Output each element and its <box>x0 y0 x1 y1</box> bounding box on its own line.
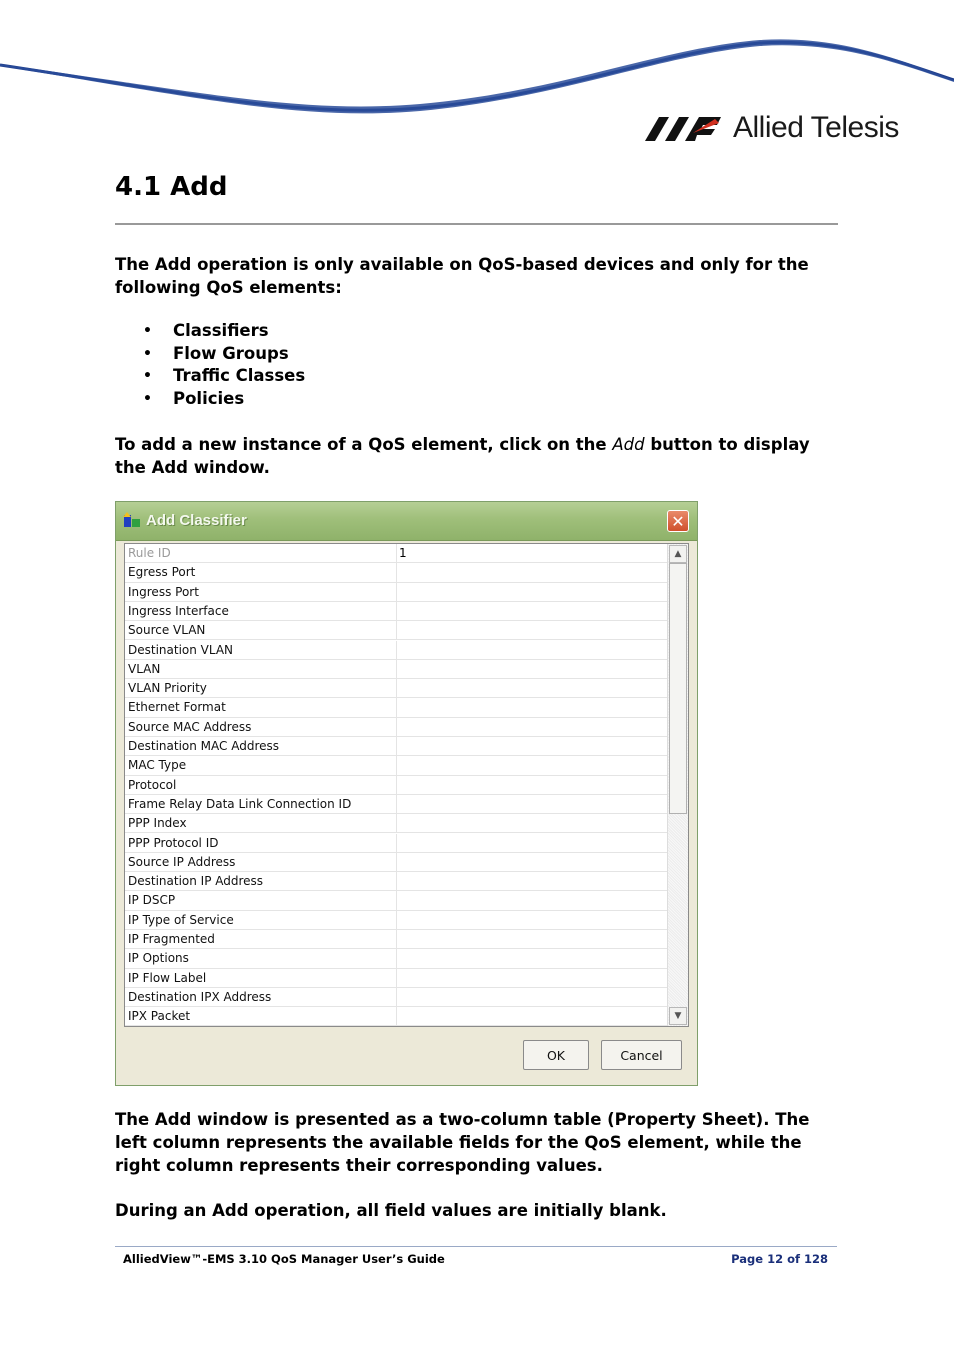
scroll-up-arrow-icon: ▲ <box>674 549 682 559</box>
property-value-field[interactable] <box>396 737 666 755</box>
instruction-text: To add a new instance of a QoS element, click on the <box>115 435 613 454</box>
table-row[interactable] <box>125 795 667 814</box>
property-name: VLAN <box>128 661 161 676</box>
table-row[interactable] <box>125 1007 667 1026</box>
list-item: • Policies <box>115 388 305 411</box>
property-name: Ethernet Format <box>128 700 226 715</box>
table-row[interactable] <box>125 756 667 775</box>
property-value-field[interactable] <box>396 718 666 736</box>
table-row[interactable] <box>125 949 667 968</box>
footer-page-number: Page 12 of 128 <box>731 1252 828 1266</box>
property-value-field[interactable] <box>396 949 666 967</box>
property-value-field[interactable] <box>396 988 666 1006</box>
qos-elements-list <box>115 320 305 411</box>
note-paragraph: During an Add operation, all field values are initially blank. <box>115 1201 667 1220</box>
allied-telesis-logo <box>645 108 899 148</box>
add-classifier-dialog <box>115 501 698 1086</box>
property-name: IP Options <box>128 951 189 966</box>
table-row[interactable] <box>125 988 667 1007</box>
scrollbar-thumb[interactable] <box>669 563 687 814</box>
property-name: MAC Type <box>128 758 187 773</box>
property-name: Source MAC Address <box>128 719 252 734</box>
property-value-field[interactable] <box>396 641 666 659</box>
property-value-field[interactable] <box>396 872 666 890</box>
property-name: IP DSCP <box>128 893 176 908</box>
property-value-field[interactable] <box>396 602 666 620</box>
footer-document-title: AlliedView™-EMS 3.10 QoS Manager User’s Guide <box>123 1252 445 1266</box>
logo-text: Allied Telesis <box>733 111 899 144</box>
property-value-field[interactable] <box>396 583 666 601</box>
scroll-down-arrow-icon: ▼ <box>674 1011 682 1021</box>
cancel-button[interactable]: Cancel <box>601 1040 682 1070</box>
property-value-field[interactable] <box>396 756 666 774</box>
close-icon: ✕ <box>671 511 685 531</box>
property-name: IP Fragmented <box>128 932 215 946</box>
property-value-field[interactable] <box>396 563 666 581</box>
property-value-field[interactable] <box>396 969 666 987</box>
property-name: PPP Protocol ID <box>128 835 219 850</box>
property-value-field[interactable] <box>396 891 666 909</box>
property-value-field[interactable] <box>396 795 666 813</box>
property-value-field[interactable] <box>396 853 666 871</box>
property-name: Destination MAC Address <box>128 739 280 753</box>
property-name: IP Type of Service <box>128 912 234 927</box>
table-row[interactable] <box>125 930 667 949</box>
table-row[interactable] <box>125 969 667 988</box>
title-divider <box>115 223 838 225</box>
table-row[interactable] <box>125 814 667 833</box>
property-name: Protocol <box>128 777 177 792</box>
table-row[interactable] <box>125 544 667 563</box>
instruction-paragraph <box>115 433 835 479</box>
section-title: 4.1 Add <box>115 172 228 202</box>
table-row[interactable] <box>125 563 667 582</box>
property-name: VLAN Priority <box>128 681 207 696</box>
property-name: Egress Port <box>128 565 196 580</box>
property-value-field[interactable] <box>396 814 666 832</box>
property-value-field[interactable] <box>396 660 666 678</box>
classifier-app-icon <box>122 512 142 530</box>
table-row[interactable] <box>125 602 667 621</box>
property-sheet <box>124 543 689 1027</box>
scroll-down-button[interactable] <box>669 1007 687 1025</box>
table-row[interactable] <box>125 621 667 640</box>
vertical-scrollbar[interactable] <box>667 544 688 1026</box>
table-row[interactable] <box>125 872 667 891</box>
property-value-field[interactable] <box>396 698 666 716</box>
dialog-titlebar[interactable] <box>116 502 697 541</box>
property-name: Destination IP Address <box>128 874 264 889</box>
list-item: • Classifiers <box>115 320 305 343</box>
table-row[interactable] <box>125 583 667 602</box>
ok-button[interactable]: OK <box>523 1040 589 1070</box>
property-name: Ingress Interface <box>128 603 229 618</box>
property-value-field[interactable]: 1 <box>396 544 666 562</box>
property-value-field[interactable] <box>396 1007 666 1025</box>
property-name: Ingress Port <box>128 584 199 599</box>
table-row[interactable] <box>125 718 667 737</box>
table-row[interactable] <box>125 698 667 717</box>
description-paragraph: The Add window is presented as a two-column table (Property Sheet). The left column represents the available fields for the QoS element, while the right column represents their corresponding values. <box>115 1110 810 1175</box>
allied-telesis-mark-icon <box>645 113 725 143</box>
property-value-field[interactable] <box>396 621 666 639</box>
property-name: Source IP Address <box>128 854 236 869</box>
property-value-field[interactable] <box>396 930 666 948</box>
property-name: Frame Relay Data Link Connection ID <box>128 796 352 811</box>
dialog-title: Add Classifier <box>146 512 247 529</box>
table-row[interactable] <box>125 776 667 795</box>
property-name: Source VLAN <box>128 623 206 638</box>
property-value-field[interactable] <box>396 911 666 929</box>
add-button-reference: Add <box>612 435 645 454</box>
table-row[interactable] <box>125 853 667 872</box>
property-value-field[interactable] <box>396 679 666 697</box>
instruction-text-end: button to display the Add window. <box>115 435 810 477</box>
property-name: Destination IPX Address <box>128 989 272 1004</box>
property-name: Rule ID <box>128 546 171 560</box>
list-item: • Traffic Classes <box>115 365 305 388</box>
list-item: • Flow Groups <box>115 343 305 366</box>
property-value-field[interactable] <box>396 834 666 852</box>
property-value-field[interactable] <box>396 776 666 794</box>
close-button[interactable] <box>667 510 689 532</box>
table-row[interactable] <box>125 891 667 910</box>
table-row[interactable] <box>125 660 667 679</box>
property-name: PPP Index <box>128 816 187 831</box>
table-row[interactable] <box>125 679 667 698</box>
table-row[interactable] <box>125 737 667 756</box>
table-row[interactable] <box>125 834 667 853</box>
property-name: Destination VLAN <box>128 642 234 657</box>
property-name: IPX Packet <box>128 1009 191 1024</box>
footer-divider <box>115 1246 837 1247</box>
intro-paragraph: The Add operation is only available on QoS-based devices and only for the following QoS elements: <box>115 255 809 297</box>
table-row[interactable] <box>125 911 667 930</box>
property-name: IP Flow Label <box>128 970 207 985</box>
scroll-up-button[interactable] <box>669 545 687 563</box>
table-row[interactable] <box>125 641 667 660</box>
